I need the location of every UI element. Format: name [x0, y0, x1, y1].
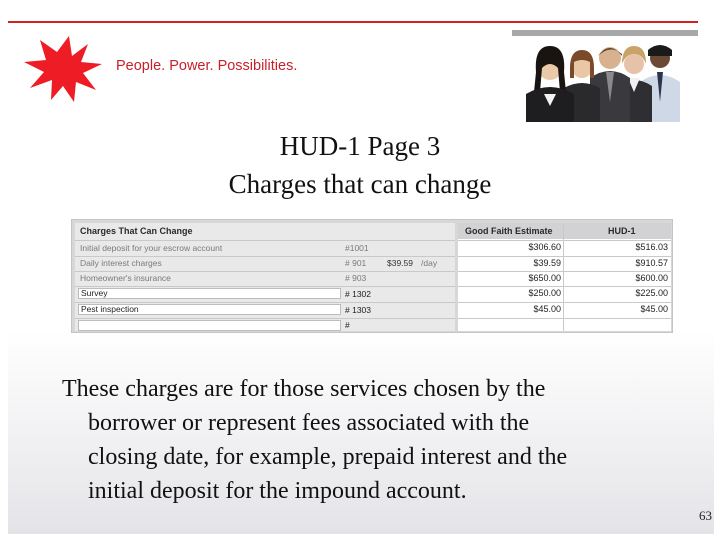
body-line-4: initial deposit for the impound account.: [88, 478, 467, 504]
row-line-number: # 1303: [345, 305, 371, 315]
daily-rate-unit: /day: [421, 258, 438, 268]
survey-input-box[interactable]: [78, 288, 341, 299]
hud-amount: $516.03: [635, 242, 668, 252]
daily-rate: $39.59: [387, 258, 413, 268]
row-line-number: #: [345, 320, 350, 330]
form-left-panel: [75, 223, 455, 331]
hud-amount: $45.00: [640, 304, 668, 314]
body-line-3: closing date, for example, prepaid interest and the: [88, 444, 568, 470]
gfe-amount: $650.00: [528, 273, 561, 283]
hud-amount: $910.57: [635, 258, 668, 268]
row-label: Homeowner's insurance: [80, 273, 171, 283]
row-label: Daily interest charges: [80, 258, 162, 268]
red-starburst-icon: [22, 34, 104, 104]
row-line-number: #1001: [345, 243, 369, 253]
slide-title-line-1: HUD-1 Page 3: [279, 131, 441, 161]
blank-input-box[interactable]: [78, 320, 341, 331]
top-red-rule: [8, 21, 698, 23]
photo-gray-bar: [512, 30, 698, 36]
col-header-hud: HUD-1: [608, 226, 636, 236]
body-line-2: borrower or represent fees associated with the: [88, 410, 530, 436]
page-number: 63: [699, 508, 712, 523]
row-label: Pest inspection: [81, 304, 139, 314]
group-photo-people: [520, 38, 686, 122]
gfe-amount: $39.59: [533, 258, 561, 268]
gfe-amount: $250.00: [528, 288, 561, 298]
body-line-1: These charges are for those services chosen by the: [62, 376, 546, 402]
hud-amount: $225.00: [635, 288, 668, 298]
gfe-amount: $45.00: [533, 304, 561, 314]
row-label: Initial deposit for your escrow account: [80, 243, 223, 253]
body-paragraph: [62, 372, 702, 508]
col-header-gfe: Good Faith Estimate: [465, 226, 553, 236]
tagline: People. Power. Possibilities.: [116, 58, 298, 74]
charges-form-image: [71, 219, 673, 333]
slide-title-line-2: Charges that can change: [228, 169, 492, 199]
row-label: Survey: [81, 288, 108, 298]
gfe-amount: $306.60: [528, 242, 561, 252]
hud-amount: $600.00: [635, 273, 668, 283]
form-left-header: Charges That Can Change: [80, 226, 193, 236]
row-line-number: # 1302: [345, 289, 371, 299]
row-line-number: # 901: [345, 258, 367, 268]
form-right-panel: [458, 223, 671, 331]
row-line-number: # 903: [345, 273, 367, 283]
